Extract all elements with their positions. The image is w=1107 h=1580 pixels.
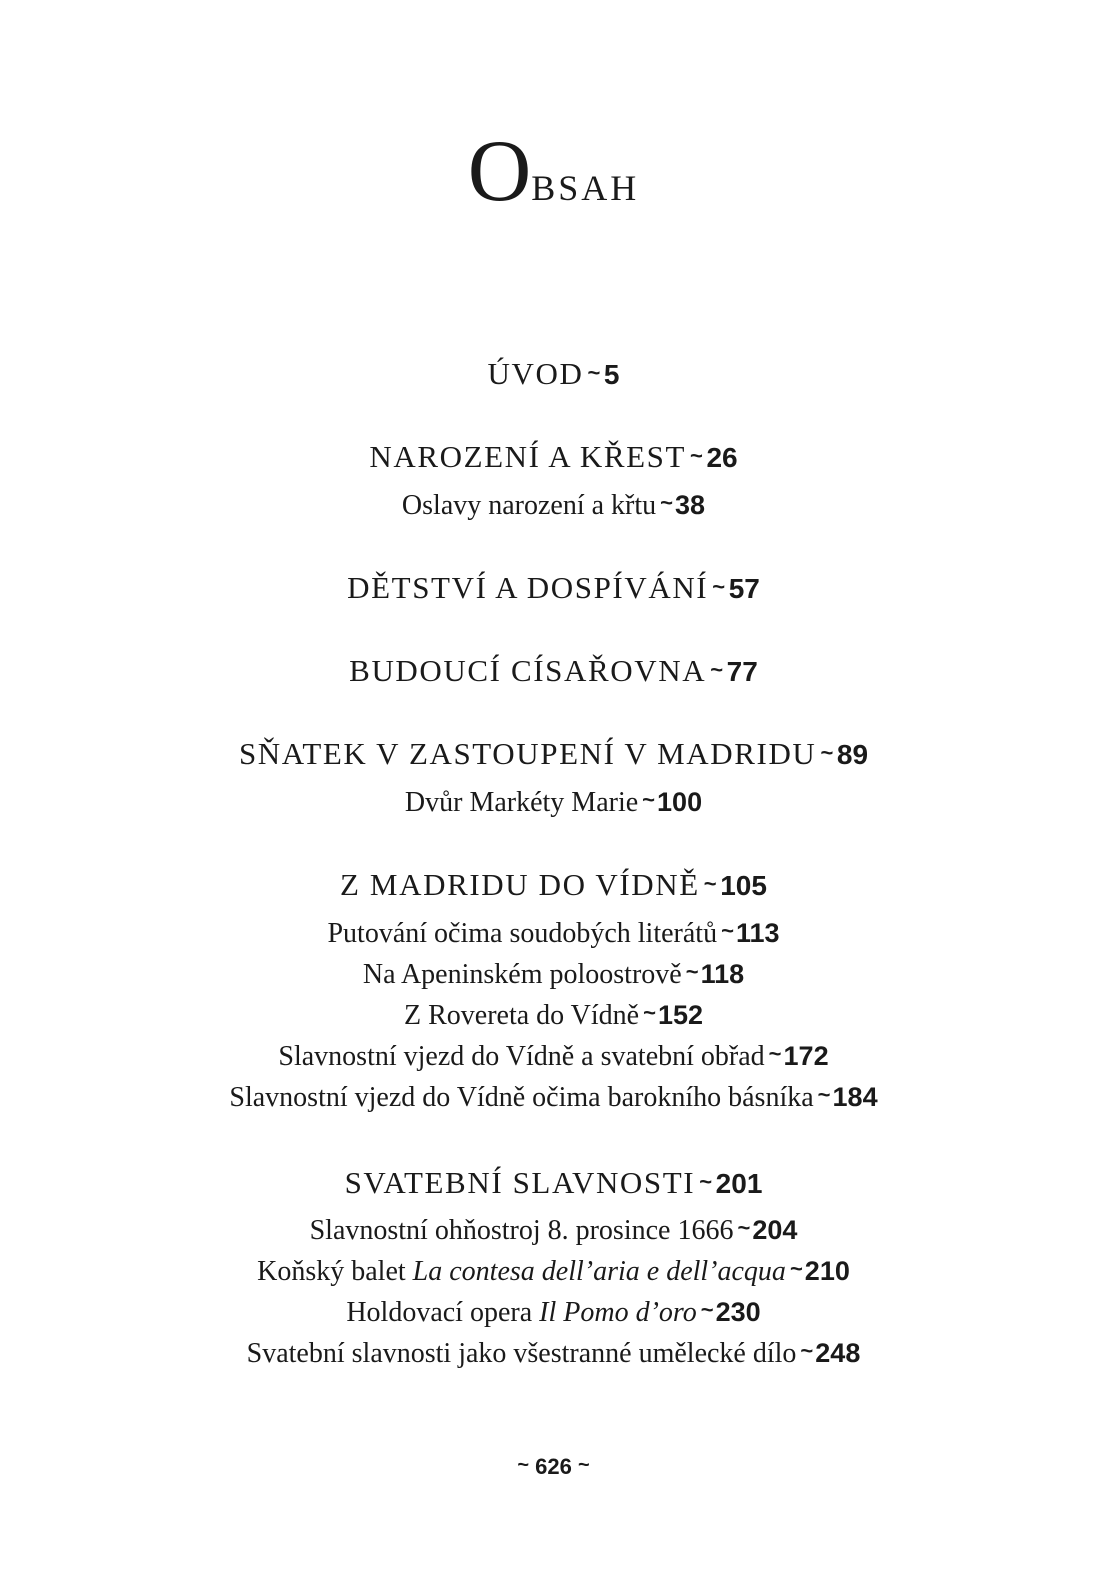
toc-page-number: 5 <box>603 359 620 390</box>
toc-subchapter <box>0 1258 1107 1286</box>
toc-page-number: 57 <box>728 573 760 604</box>
toc-entry-title: BUDOUCÍ CÍSAŘOVNA <box>349 653 707 688</box>
toc-chapter <box>0 1167 1107 1198</box>
page-title <box>0 123 1107 220</box>
toc-entry-title: Z Rovereta do Vídně <box>403 1000 640 1031</box>
toc-page-number: 248 <box>815 1338 861 1368</box>
toc-entry-italic-title: Il Pomo d’oro <box>539 1297 697 1328</box>
tilde-separator: ~ <box>690 443 705 468</box>
toc-page-number: 201 <box>715 1168 763 1199</box>
toc-entry-title: Svatební slavnosti jako všestranné umělecké dílo <box>246 1338 797 1369</box>
toc-page-number: 100 <box>657 787 703 817</box>
toc-page-number: 38 <box>675 490 706 520</box>
toc-entry-title: SŇATEK V ZASTOUPENÍ V MADRIDU <box>238 736 817 771</box>
toc-chapter <box>0 572 1107 603</box>
toc-page-number: 210 <box>804 1256 850 1286</box>
tilde-separator: ~ <box>710 657 725 682</box>
tilde-separator: ~ <box>642 787 656 812</box>
tilde-separator: ~ <box>721 918 734 943</box>
tilde-separator: ~ <box>737 1215 751 1240</box>
tilde-separator: ~ <box>643 1000 656 1025</box>
toc-entry-title: Slavnostní vjezd do Vídně a svatební obřad <box>278 1041 765 1072</box>
toc-entry-title: DĚTSTVÍ A DOSPÍVÁNÍ <box>347 570 709 605</box>
tilde-separator: ~ <box>699 1169 714 1194</box>
tilde-separator: ~ <box>700 1297 714 1322</box>
toc-chapter <box>0 869 1107 900</box>
toc-subchapter <box>0 920 1107 948</box>
toc-entry-title: NAROZENÍ A KŘEST <box>369 439 687 474</box>
title-initial: O <box>467 123 532 220</box>
toc-page-number: 172 <box>783 1041 829 1071</box>
toc-entry-italic-title: La contesa dell’aria e dell’acqua <box>412 1256 786 1287</box>
toc-subchapter <box>0 1299 1107 1327</box>
toc-subchapter <box>0 1217 1107 1245</box>
tilde-separator: ~ <box>800 1338 814 1363</box>
folio-tilde-left: ~ <box>517 1454 530 1476</box>
page-number <box>0 1454 1107 1480</box>
toc-page-number: 26 <box>706 442 738 473</box>
tilde-separator: ~ <box>789 1256 803 1281</box>
toc-page-number: 89 <box>836 739 869 770</box>
toc-subchapter <box>0 961 1107 989</box>
toc-entry-title: Dvůr Markéty Marie <box>404 787 639 818</box>
toc-page-number: 184 <box>832 1082 878 1112</box>
toc-entry-title: Slavnostní vjezd do Vídně očima barokního básníka <box>229 1082 814 1113</box>
folio-tilde-right: ~ <box>577 1454 590 1476</box>
title-rest: BSAH <box>531 168 640 208</box>
toc-subchapter <box>0 1043 1107 1071</box>
toc-entry-title: Na Apeninském poloostrově <box>362 959 682 990</box>
toc-subchapter <box>0 789 1107 817</box>
tilde-separator: ~ <box>685 959 699 984</box>
toc-subchapter <box>0 1084 1107 1112</box>
toc-page-number: 77 <box>726 656 758 687</box>
toc-page-number: 204 <box>752 1215 798 1245</box>
tilde-separator: ~ <box>820 740 835 765</box>
toc-entry-title: ÚVOD <box>487 356 584 391</box>
tilde-separator: ~ <box>817 1082 831 1107</box>
tilde-separator: ~ <box>660 490 674 515</box>
toc-page-number: 105 <box>720 870 767 901</box>
folio-number: 626 <box>535 1454 572 1479</box>
toc-entry-title: Z MADRIDU DO VÍDNĚ <box>340 867 700 902</box>
toc-chapter <box>0 655 1107 686</box>
toc-page-number: 152 <box>657 1000 703 1030</box>
toc-entry-title: Putování očima soudobých literátů <box>327 918 718 949</box>
toc-subchapter <box>0 492 1107 520</box>
toc-chapter <box>0 738 1107 769</box>
tilde-separator: ~ <box>587 360 602 385</box>
toc-page-number: 230 <box>715 1297 761 1327</box>
tilde-separator: ~ <box>768 1041 782 1066</box>
toc-chapter <box>0 441 1107 472</box>
toc-entry-title: Slavnostní ohňostroj 8. prosince 1666 <box>309 1215 734 1246</box>
toc-entry-title: Oslavy narození a křtu <box>401 490 657 521</box>
tilde-separator: ~ <box>703 871 719 896</box>
toc-entry-title: SVATEBNÍ SLAVNOSTI <box>344 1165 696 1200</box>
tilde-separator: ~ <box>712 574 727 599</box>
toc-page-number: 118 <box>700 959 745 989</box>
toc-page-number: 113 <box>735 918 780 948</box>
toc-entry-title: Koňský balet <box>257 1256 413 1287</box>
toc-entry-title: Holdovací opera <box>346 1297 540 1328</box>
toc-subchapter <box>0 1340 1107 1368</box>
toc-subchapter <box>0 1002 1107 1030</box>
toc-chapter <box>0 358 1107 389</box>
